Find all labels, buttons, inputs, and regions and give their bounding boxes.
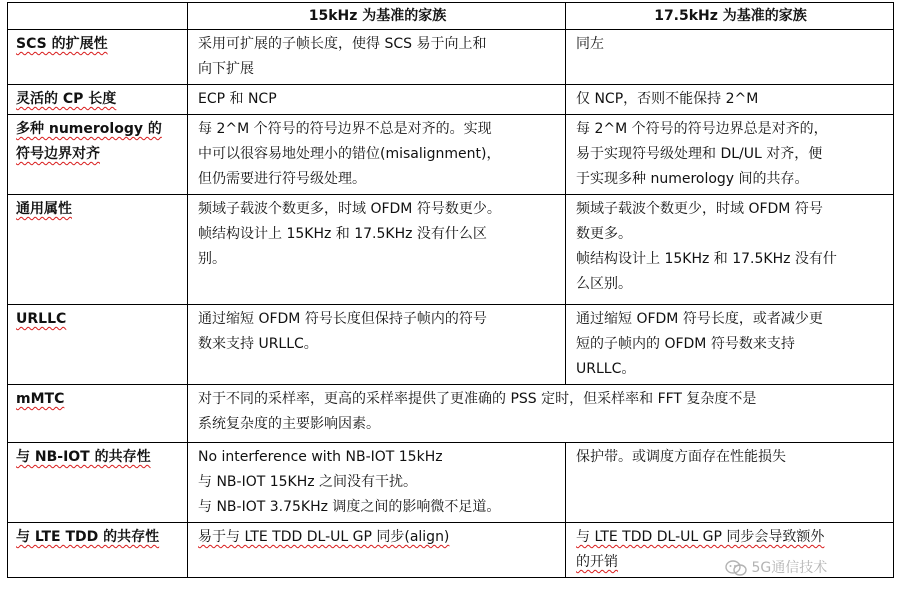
cell-17-5khz <box>566 115 894 195</box>
cell-line: 频域子载波个数更多，时域 OFDM 符号数更少。 <box>198 201 501 217</box>
row-label-cell <box>8 523 188 578</box>
cell-line: 频域子载波个数更少，时域 OFDM 符号 <box>576 201 823 217</box>
wechat-logo-icon <box>725 559 747 577</box>
cell-line: 易于实现符号级处理和 DL/UL 对齐，便 <box>576 146 823 162</box>
cell-line: 与 NB-IOT 的共存性 <box>16 449 151 465</box>
cell-line: 每 2^M 个符号的符号边界总是对齐的， <box>576 121 828 137</box>
table-header-row <box>8 3 894 30</box>
table-row <box>8 85 894 115</box>
cell-line: ECP 和 NCP <box>198 91 277 107</box>
watermark <box>725 556 885 580</box>
row-label-cell <box>8 115 188 195</box>
table-row <box>8 385 894 443</box>
cell-line: 向下扩展 <box>198 61 254 77</box>
row-label-cell <box>8 30 188 85</box>
cell-line: 对于不同的采样率，更高的采样率提供了更准确的 PSS 定时，但采样率和 FFT 复杂度不是 <box>198 391 757 407</box>
comparison-table <box>7 2 894 578</box>
cell-line: 系统复杂度的主要影响因素。 <box>198 416 380 432</box>
cell-17-5khz <box>566 443 894 523</box>
cell-line: 的开销 <box>576 554 618 570</box>
cell-line: 通用属性 <box>16 201 72 217</box>
cell-line: 同左 <box>576 36 604 52</box>
cell-line: 数来支持 URLLC。 <box>198 336 318 352</box>
cell-15khz <box>188 195 566 305</box>
cell-17-5khz <box>566 305 894 385</box>
cell-15khz <box>188 85 566 115</box>
row-label-cell <box>8 195 188 305</box>
row-label-cell <box>8 85 188 115</box>
cell-line: 仅 NCP，否则不能保持 2^M <box>576 91 759 107</box>
header-cell-corner <box>8 3 188 30</box>
cell-15khz <box>188 115 566 195</box>
table-row <box>8 115 894 195</box>
cell-line: 符号边界对齐 <box>16 146 100 162</box>
cell-15khz <box>188 523 566 578</box>
cell-15khz <box>188 305 566 385</box>
row-label-cell <box>8 305 188 385</box>
table-row <box>8 30 894 85</box>
table-row <box>8 443 894 523</box>
cell-line: 数更多。 <box>576 226 632 242</box>
cell-17-5khz <box>566 85 894 115</box>
cell-line: URLLC。 <box>576 361 636 377</box>
cell-line: 么区别。 <box>576 276 632 292</box>
cell-15khz <box>188 30 566 85</box>
cell-line: 与 NB-IOT 3.75KHz 调度之间的影响微不足道。 <box>198 499 501 515</box>
cell-line: 通过缩短 OFDM 符号长度但保持子帧内的符号 <box>198 311 487 327</box>
cell-line: 与 LTE TDD 的共存性 <box>16 529 160 545</box>
cell-line: 通过缩短 OFDM 符号长度，或者减少更 <box>576 311 823 327</box>
cell-line: 易于与 LTE TDD DL-UL GP 同步(align) <box>198 529 450 545</box>
cell-line: 灵活的 CP 长度 <box>16 91 117 107</box>
table-row <box>8 195 894 305</box>
cell-line: 别。 <box>198 251 226 267</box>
row-label-cell <box>8 443 188 523</box>
cell-line: 帧结构设计上 15KHz 和 17.5KHz 没有什么区 <box>198 226 487 242</box>
cell-line: 但仍需要进行符号级处理。 <box>198 171 366 187</box>
cell-17-5khz <box>566 30 894 85</box>
header-cell-15khz: 15kHz 为基准的家族 <box>188 3 566 30</box>
cell-line: 与 LTE TDD DL-UL GP 同步会导致额外 <box>576 529 825 545</box>
header-cell-17-5khz: 17.5kHz 为基准的家族 <box>566 3 894 30</box>
cell-line: mMTC <box>16 391 65 407</box>
merged-cell <box>188 385 894 443</box>
cell-line: 中可以很容易地处理小的错位(misalignment)， <box>198 146 501 162</box>
cell-line: 与 NB-IOT 15KHz 之间没有干扰。 <box>198 474 418 490</box>
cell-line: 帧结构设计上 15KHz 和 17.5KHz 没有什 <box>576 251 837 267</box>
row-label-cell <box>8 385 188 443</box>
cell-17-5khz <box>566 195 894 305</box>
cell-line: SCS 的扩展性 <box>16 36 108 52</box>
cell-line: 短的子帧内的 OFDM 符号数来支持 <box>576 336 795 352</box>
cell-line: 于实现多种 numerology 间的共存。 <box>576 171 809 187</box>
cell-line: 采用可扩展的子帧长度，使得 SCS 易于向上和 <box>198 36 487 52</box>
cell-line: URLLC <box>16 311 67 327</box>
cell-15khz <box>188 443 566 523</box>
watermark-text: 5G通信技术 <box>751 560 828 576</box>
table-row <box>8 305 894 385</box>
cell-line: 多种 numerology 的 <box>16 121 162 137</box>
cell-line: No interference with NB-IOT 15kHz <box>198 449 443 465</box>
cell-line: 每 2^M 个符号的符号边界不总是对齐的。实现 <box>198 121 492 137</box>
cell-line: 保护带。或调度方面存在性能损失 <box>576 449 786 465</box>
